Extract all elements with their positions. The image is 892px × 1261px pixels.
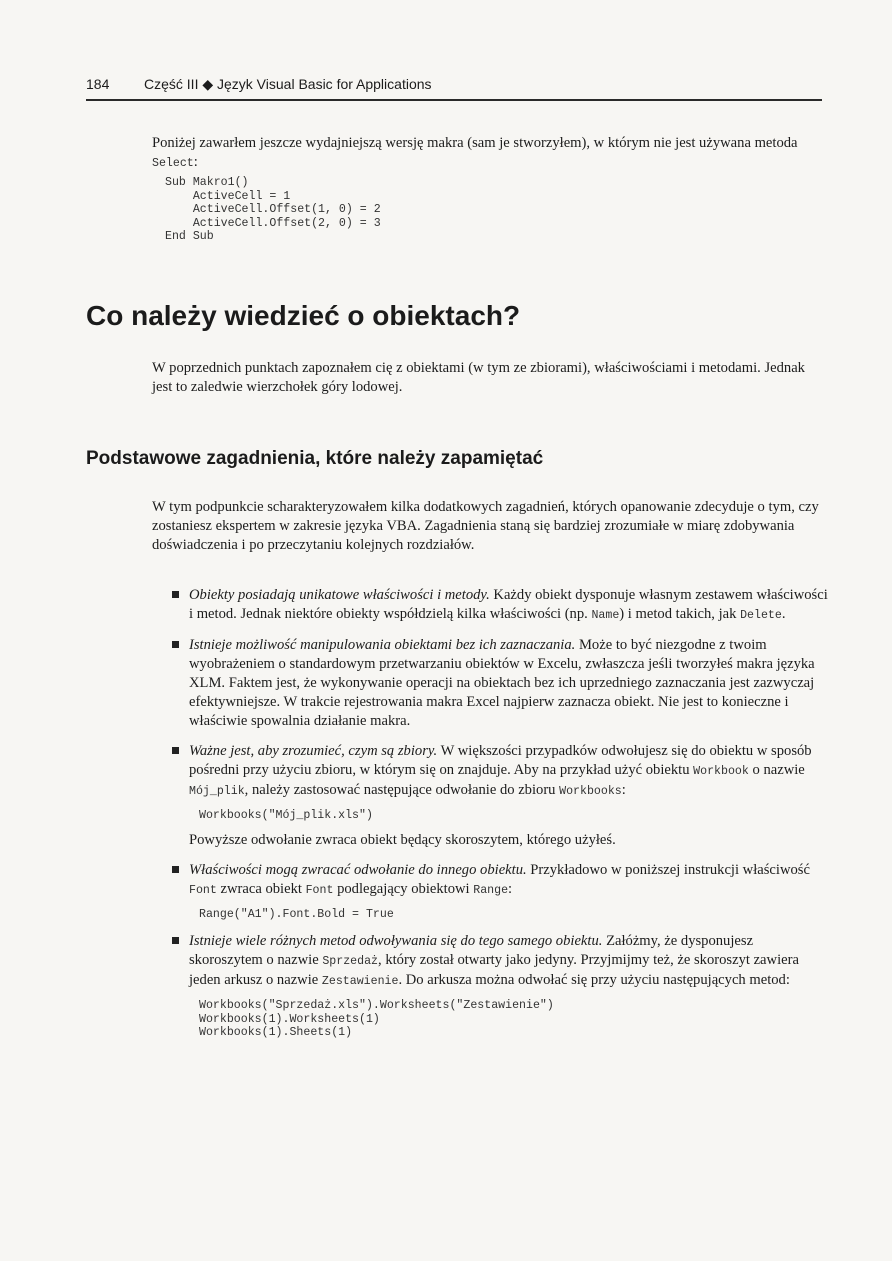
bullet-lead: Obiekty posiadają unikatowe właściwości i metody. xyxy=(189,587,490,603)
intro-text-end: : xyxy=(193,154,198,170)
bullet-item-4 xyxy=(172,861,828,922)
running-header xyxy=(86,76,822,104)
bullet-lead: Istnieje możliwość manipulowania obiektami bez ich zaznaczania. xyxy=(189,637,576,653)
code-example: Workbooks("Sprzedaż.xls").Worksheets("Zestawienie") Workbooks(1).Worksheets(1) Workbooks(1).Sheets(1) xyxy=(199,999,554,1039)
bullet-square-icon xyxy=(172,641,179,648)
bullet-text: ) i metod takich, jak xyxy=(619,606,741,622)
bullet-square-icon xyxy=(172,866,179,873)
code-workbooks: Workbooks xyxy=(559,785,622,798)
code-zestawienie: Zestawienie xyxy=(321,975,399,988)
bullet-lead: Właściwości mogą zwracać odwołanie do innego obiektu. xyxy=(189,861,527,878)
intro-code-select: Select xyxy=(152,157,194,170)
bullet-text: Może to być niezgodne z twoim wyobrażeniem o standardowym przetwarzaniu obiektów w Excelu, zwłaszcza jeśli tworzyłeś makra języka XLM. Faktem jest, że wykonywanie operacji na obiektach bez ich uprzedniego zaznaczania jest zazwyczaj efektywniejsze. W trakcie rejestrowania makra Excel najpierw zaznacza obiekt. Nie jest to konieczne i właściwie spowalnia działanie makra. xyxy=(189,637,815,729)
bullet-text: Przykładowo w poniższej instrukcji właściwość xyxy=(526,861,810,878)
bullet-followup-text: Powyższe odwołanie zwraca obiekt będący skoroszytem, którego użyłeś. xyxy=(189,831,616,848)
code-font: Font xyxy=(305,883,334,897)
bullet-text: Załóżmy, że dysponujesz skoroszytem o nazwie xyxy=(189,933,754,968)
code-example: Range("A1").Font.Bold = True xyxy=(199,907,394,921)
bullet-text: : xyxy=(621,782,626,798)
section-paragraph xyxy=(152,359,827,397)
bullet-text: . xyxy=(781,606,786,622)
bullet-text: , należy zastosować następujące odwołanie do zbioru xyxy=(244,782,560,798)
code-example: Workbooks("Mój_plik.xls") xyxy=(199,809,373,822)
subsection-heading: Podstawowe zagadnienia, które należy zapamiętać xyxy=(86,448,544,469)
intro-paragraph xyxy=(152,134,827,173)
bullet-square-icon xyxy=(172,591,179,598)
part-title: Część III ◆ Język Visual Basic for Applications xyxy=(144,76,432,92)
code-sprzedaz: Sprzedaż xyxy=(322,955,379,968)
bullet-text: podlegający obiektowi xyxy=(333,880,474,897)
page-number: 184 xyxy=(86,76,110,92)
intro-text: Poniżej zawarłem jeszcze wydajniejszą wersję makra (sam je stworzyłem), w którym nie jest używana metoda xyxy=(152,135,798,151)
code-delete: Delete xyxy=(740,609,782,622)
code-filename: Mój_plik xyxy=(189,785,245,798)
bullet-text: Każdy obiekt dysponuje własnym zestawem właściwości i metod. Jednak niektóre obiekty współdzielą kilka właściwości (np. xyxy=(189,587,828,622)
bullet-item-1 xyxy=(172,586,828,625)
section-text: W poprzednich punktach zapoznałem cię z obiektami (w tym ze zbiorami), właściwościami i metodami. Jednak jest to zaledwie wierzchołek góry lodowej. xyxy=(152,360,805,395)
bullet-item-5 xyxy=(172,932,828,1040)
bullet-text: , który został otwarty jako jedyny. Przyjmijmy też, że skoroszyt zawiera jeden arkusz o nazwie xyxy=(189,952,799,988)
macro-code: Sub Makro1() ActiveCell = 1 ActiveCell.Offset(1, 0) = 2 ActiveCell.Offset(2, 0) = 3 End Sub xyxy=(165,176,381,243)
code-font: Font xyxy=(189,883,217,897)
bullet-item-2 xyxy=(172,636,828,731)
code-workbook: Workbook xyxy=(693,765,749,778)
section-heading: Co należy wiedzieć o obiektach? xyxy=(86,300,521,331)
bullet-item-3 xyxy=(172,742,828,850)
bullet-square-icon xyxy=(172,747,179,754)
bullet-text: W większości przypadków odwołujesz się do obiektu w sposób pośredni przy użyciu zbioru, w którym się on znajduje. Aby na przykład użyć obiektu xyxy=(189,743,812,778)
bullet-lead: Ważne jest, aby zrozumieć, czym są zbiory. xyxy=(189,743,438,759)
bullet-text: . Do arkusza można odwołać się przy użyciu następujących metod: xyxy=(398,972,790,988)
subsection-paragraph xyxy=(152,498,827,555)
code-block-macro xyxy=(165,176,840,244)
bullet-lead: Istnieje wiele różnych metod odwoływania się do tego samego obiektu. xyxy=(189,933,603,949)
bullet-text: zwraca obiekt xyxy=(216,880,306,897)
subsection-text: W tym podpunkcie scharakteryzowałem kilka dodatkowych zagadnień, których opanowanie zdecyduje o tym, czy zostaniesz ekspertem w zakresie języka VBA. Zagadnienia staną się bardziej zrozumiałe w miarę zdobywania doświadczenia i po przeczytaniu kolejnych rozdziałów. xyxy=(152,499,819,553)
bullet-text: o nazwie xyxy=(748,762,805,778)
code-name: Name xyxy=(591,609,620,622)
bullet-list xyxy=(172,586,828,1051)
bullet-square-icon xyxy=(172,937,179,944)
code-range: Range xyxy=(473,883,509,897)
bullet-text: : xyxy=(508,880,513,897)
header-rule xyxy=(86,99,822,101)
